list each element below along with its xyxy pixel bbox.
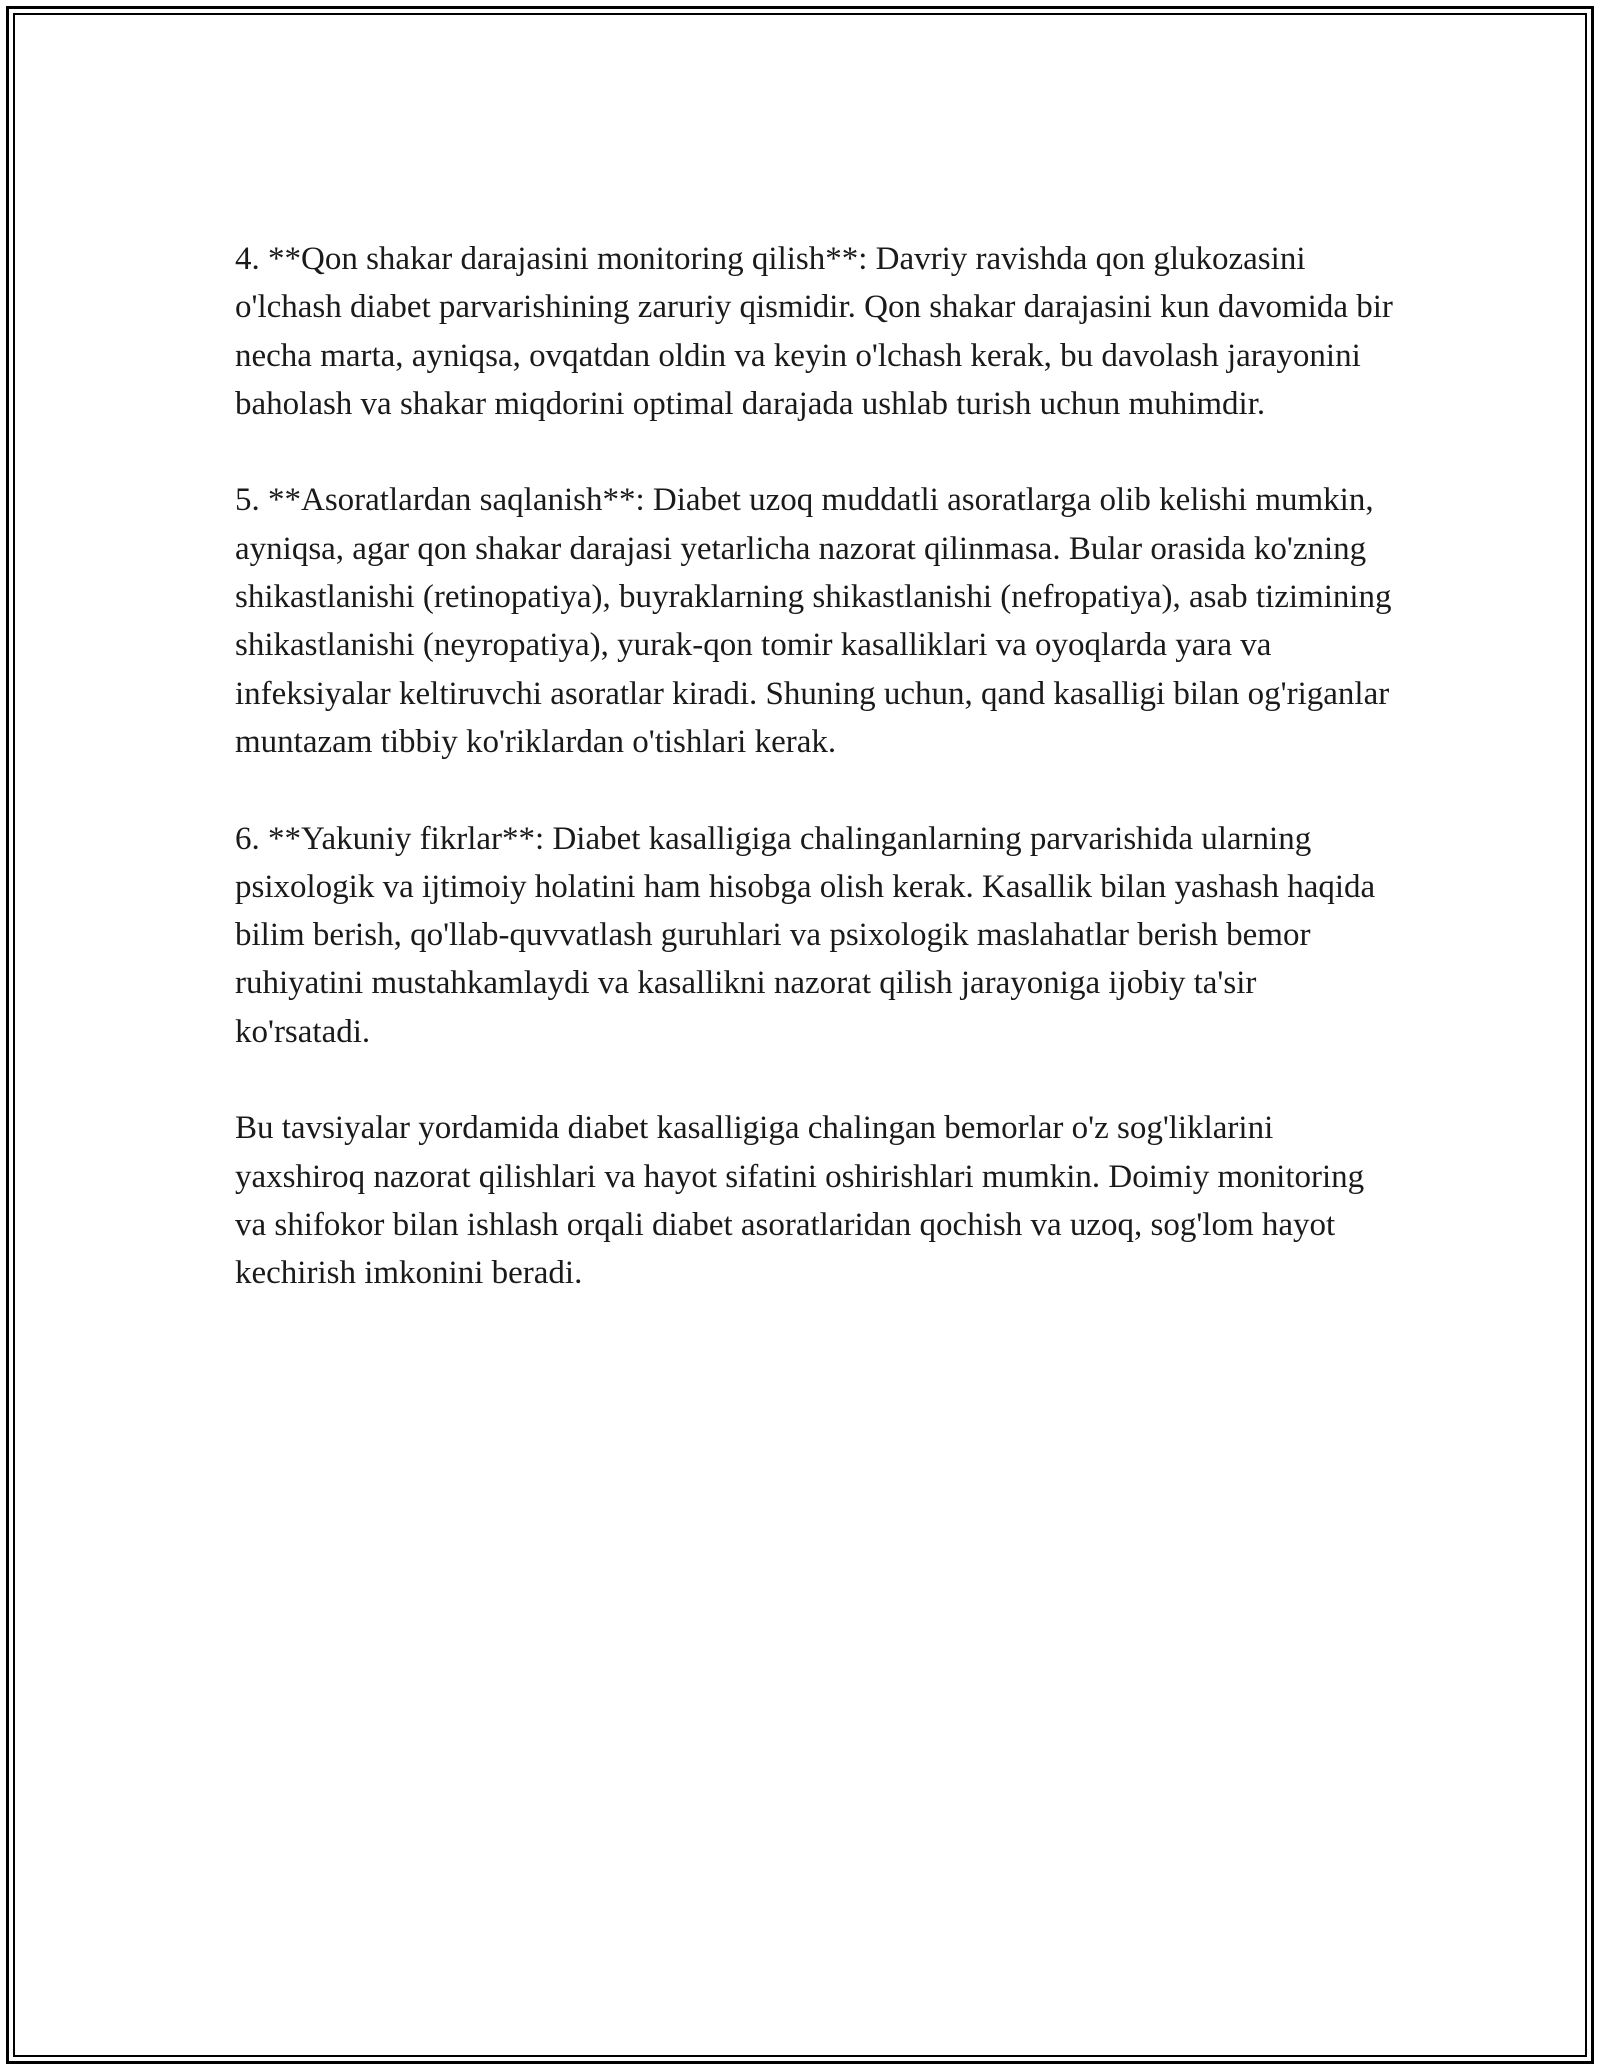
paragraph-final-thoughts: 6. **Yakuniy fikrlar**: Diabet kasalligiga chalinganlarning parvarishida ularning psixologik va ijtimoiy holatini ham hisobga olish kerak. Kasallik bilan yashash haqida bilim berish, qo'llab-quvvatlash guruhlari va psixologik maslahatlar berish bemor ruhiyatini mustahkamlaydi va kasallikni nazorat qilish jarayoniga ijobiy ta'sir ko'rsatadi.: [235, 820, 1376, 1050]
paragraph-conclusion: Bu tavsiyalar yordamida diabet kasalligiga chalingan bemorlar o'z sog'liklarini yaxshiroq nazorat qilishlari va hayot sifatini oshirishlari mumkin. Doimiy monitoring va shifokor bilan ishlash orqali diabet asoratlaridan qochish va uzoq, sog'lom hayot kechirish imkonini beradi.: [235, 1110, 1365, 1292]
paragraph-complication-prevention: 5. **Asoratlardan saqlanish**: Diabet uzoq muddatli asoratlarga olib kelishi mumkin, ayniqsa, agar qon shakar darajasi yetarlicha nazorat qilinmasa. Bular orasida ko'zning shikastlanishi (retinopatiya), buyraklarning shikastlanishi (nefropatiya), asab tizimining shikastlanishi (neyropatiya), yurak-qon tomir kasalliklari va oyoqlarda yara va infeksiyalar keltiruvchi asoratlar kiradi. Shuning uchun, qand kasalligi bilan og'riganlar muntazam tibbiy ko'riklardan o'tishlari kerak.: [235, 482, 1392, 760]
paragraph-blood-sugar-monitoring: 4. **Qon shakar darajasini monitoring qilish**: Davriy ravishda qon glukozasini o'lchash diabet parvarishining zaruriy qismidir. Qon shakar darajasini kun davomida bir necha marta, ayniqsa, ovqatdan oldin va keyin o'lchash kerak, bu davolash jarayonini baholash va shakar miqdorini optimal darajada ushlab turish uchun muhimdir.: [235, 241, 1393, 422]
document-body: [235, 235, 1395, 1346]
